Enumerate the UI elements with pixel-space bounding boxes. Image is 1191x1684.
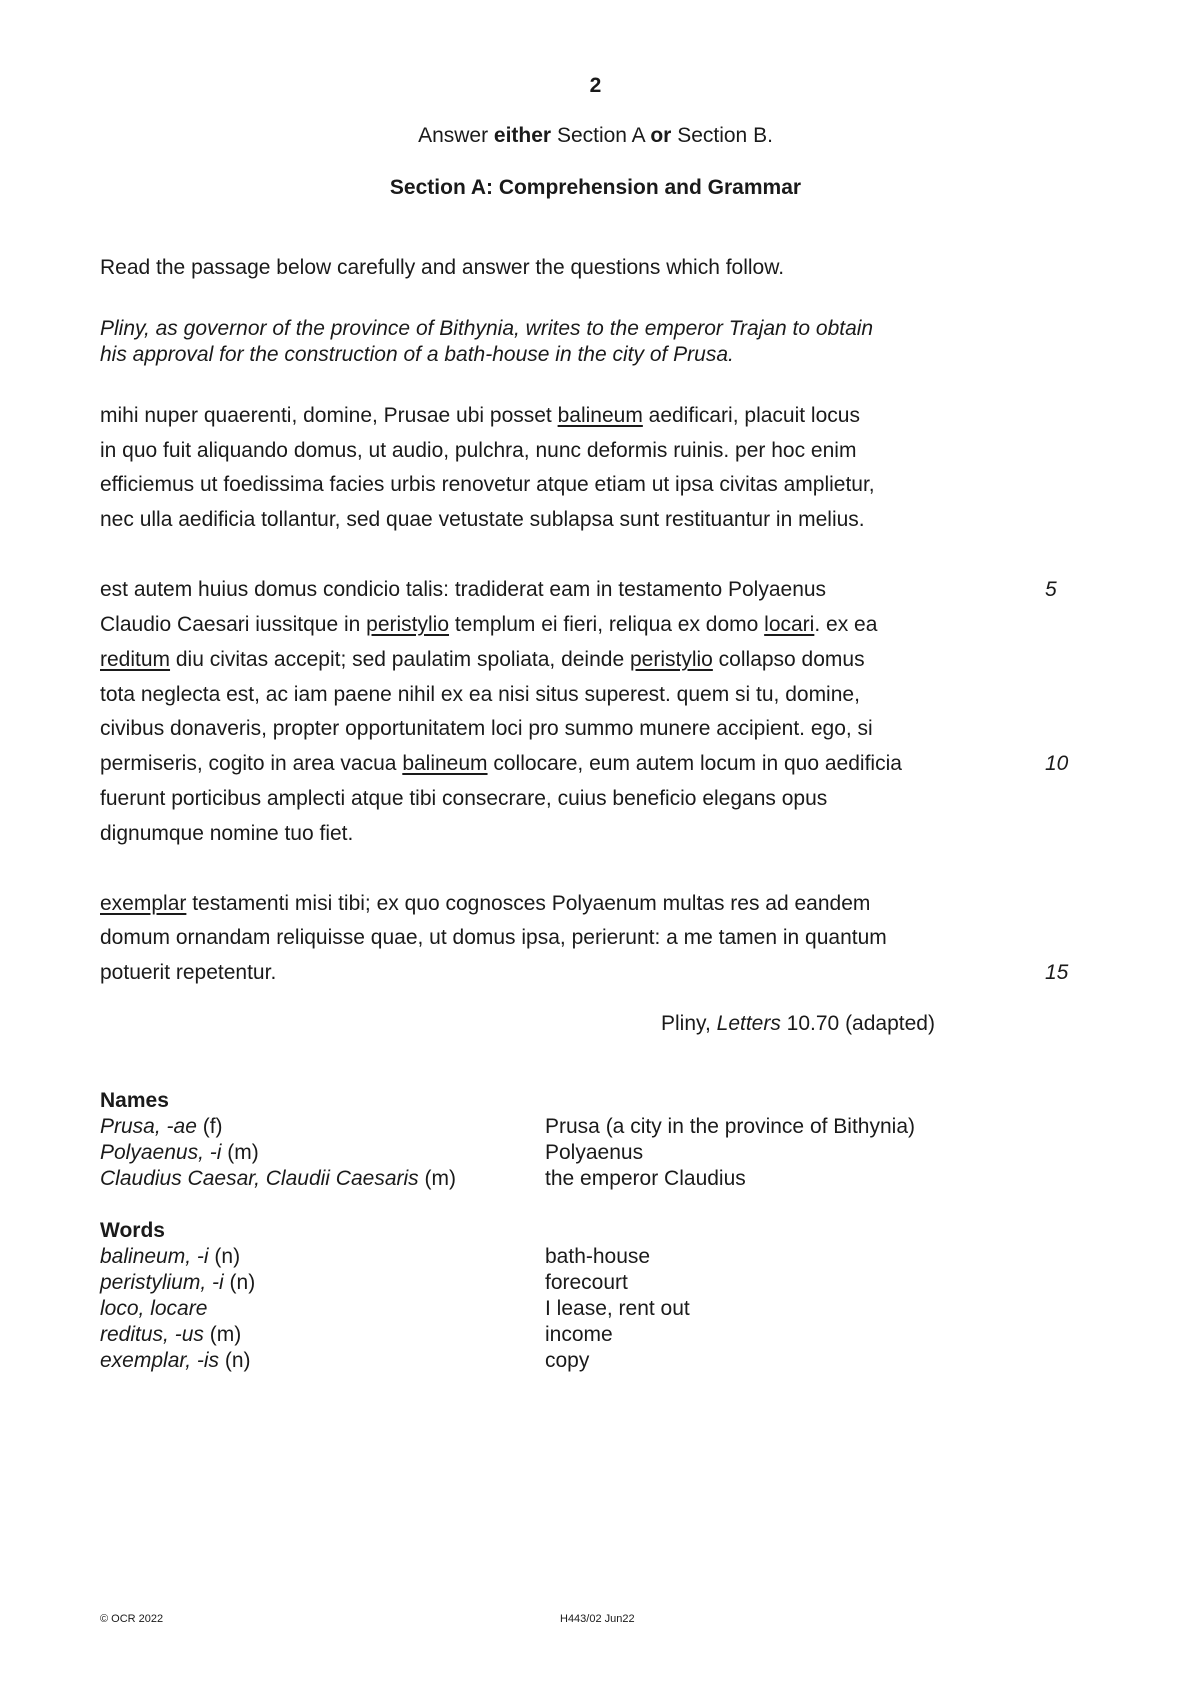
gloss-name-english: Polyaenus (545, 1141, 644, 1164)
passage-line-1: mihi nuper quaerenti, domine, Prusae ubi posset balineum aedificari, placuit locus (100, 404, 860, 427)
gloss-word-latin: peristylium, -i (n) (100, 1271, 256, 1294)
gloss-word-english: income (545, 1323, 613, 1346)
gloss-word-latin: reditus, -us (m) (100, 1323, 242, 1346)
footer-paper-code: H443/02 Jun22 (560, 1613, 635, 1625)
passage-line-3: efficiemus ut foedissima facies urbis renovetur atque etiam ut ipsa civitas amplietur, (100, 473, 875, 496)
passage-line-5: est autem huius domus condicio talis: tradiderat eam in testamento Polyaenus (100, 578, 827, 601)
passage-line-10: permiseris, cogito in area vacua balineum collocare, eum autem locum in quo aedificia (100, 752, 902, 775)
gloss-name-latin: Polyaenus, -i (m) (100, 1141, 259, 1164)
citation: Pliny, Letters 10.70 (adapted) (661, 1012, 935, 1035)
gloss-word-latin: loco, locare (100, 1297, 208, 1320)
passage-line-11: fuerunt porticibus amplecti atque tibi consecrare, cuius beneficio elegans opus (100, 787, 828, 810)
footer-copyright: © OCR 2022 (100, 1613, 164, 1625)
glossed-word: reditum (100, 648, 171, 671)
passage-line-15: potuerit repetentur. (100, 961, 277, 984)
passage-line-8: tota neglecta est, ac iam paene nihil ex ea nisi situs superest. quem si tu, domine, (100, 683, 860, 706)
gloss-word-english: copy (545, 1349, 590, 1372)
intro-line-1: Pliny, as governor of the province of Bithynia, writes to the emperor Trajan to obtain (100, 317, 874, 340)
glossed-word: balineum (557, 404, 643, 427)
passage-line-2: in quo fuit aliquando domus, ut audio, pulchra, nunc deformis ruinis. per hoc enim (100, 439, 857, 462)
page-number: 2 (589, 74, 602, 97)
section-title: Section A: Comprehension and Grammar (389, 176, 802, 199)
line-number-10: 10 (1045, 752, 1069, 775)
line-number-5: 5 (1045, 578, 1057, 601)
glossed-word: peristylio (366, 613, 450, 636)
gloss-word-english: bath-house (545, 1245, 651, 1268)
passage-line-9: civibus donaveris, propter opportunitatem loci pro summo munere accipient. ego, si (100, 717, 873, 740)
gloss-name-english: the emperor Claudius (545, 1167, 746, 1190)
line-number-15: 15 (1045, 961, 1069, 984)
glossed-word: peristylio (629, 648, 713, 671)
section-instruction: Answer either Section A or Section B. (418, 124, 773, 147)
passage-line-6: Claudio Caesari iussitque in peristylio templum ei fieri, reliqua ex domo locari. ex ea (100, 613, 878, 636)
gloss-name-latin: Claudius Caesar, Claudii Caesaris (m) (100, 1167, 456, 1190)
words-heading: Words (100, 1219, 165, 1242)
glossed-word: locari (764, 613, 815, 636)
gloss-word-english: forecourt (545, 1271, 628, 1294)
intro-line-2: his approval for the construction of a bath-house in the city of Prusa. (100, 343, 734, 366)
glossed-word: exemplar (100, 892, 187, 915)
read-instruction: Read the passage below carefully and answer the questions which follow. (100, 256, 785, 279)
gloss-name-english: Prusa (a city in the province of Bithynia) (545, 1115, 916, 1138)
passage-line-14: domum ornandam reliquisse quae, ut domus ipsa, perierunt: a me tamen in quantum (100, 926, 887, 949)
gloss-name-latin: Prusa, -ae (f) (100, 1115, 223, 1138)
passage-line-4: nec ulla aedificia tollantur, sed quae vetustate sublapsa sunt restituantur in melius. (100, 508, 865, 531)
glossed-word: balineum (402, 752, 488, 775)
gloss-word-latin: exemplar, -is (n) (100, 1349, 251, 1372)
names-heading: Names (100, 1089, 169, 1112)
gloss-word-latin: balineum, -i (n) (100, 1245, 241, 1268)
passage-line-7: reditum diu civitas accepit; sed paulatim spoliata, deinde peristylio collapso domus (100, 648, 865, 671)
passage-line-12: dignumque nomine tuo fiet. (100, 822, 354, 845)
passage-line-13: exemplar testamenti misi tibi; ex quo cognosces Polyaenum multas res ad eandem (100, 892, 871, 915)
gloss-word-english: I lease, rent out (545, 1297, 690, 1320)
